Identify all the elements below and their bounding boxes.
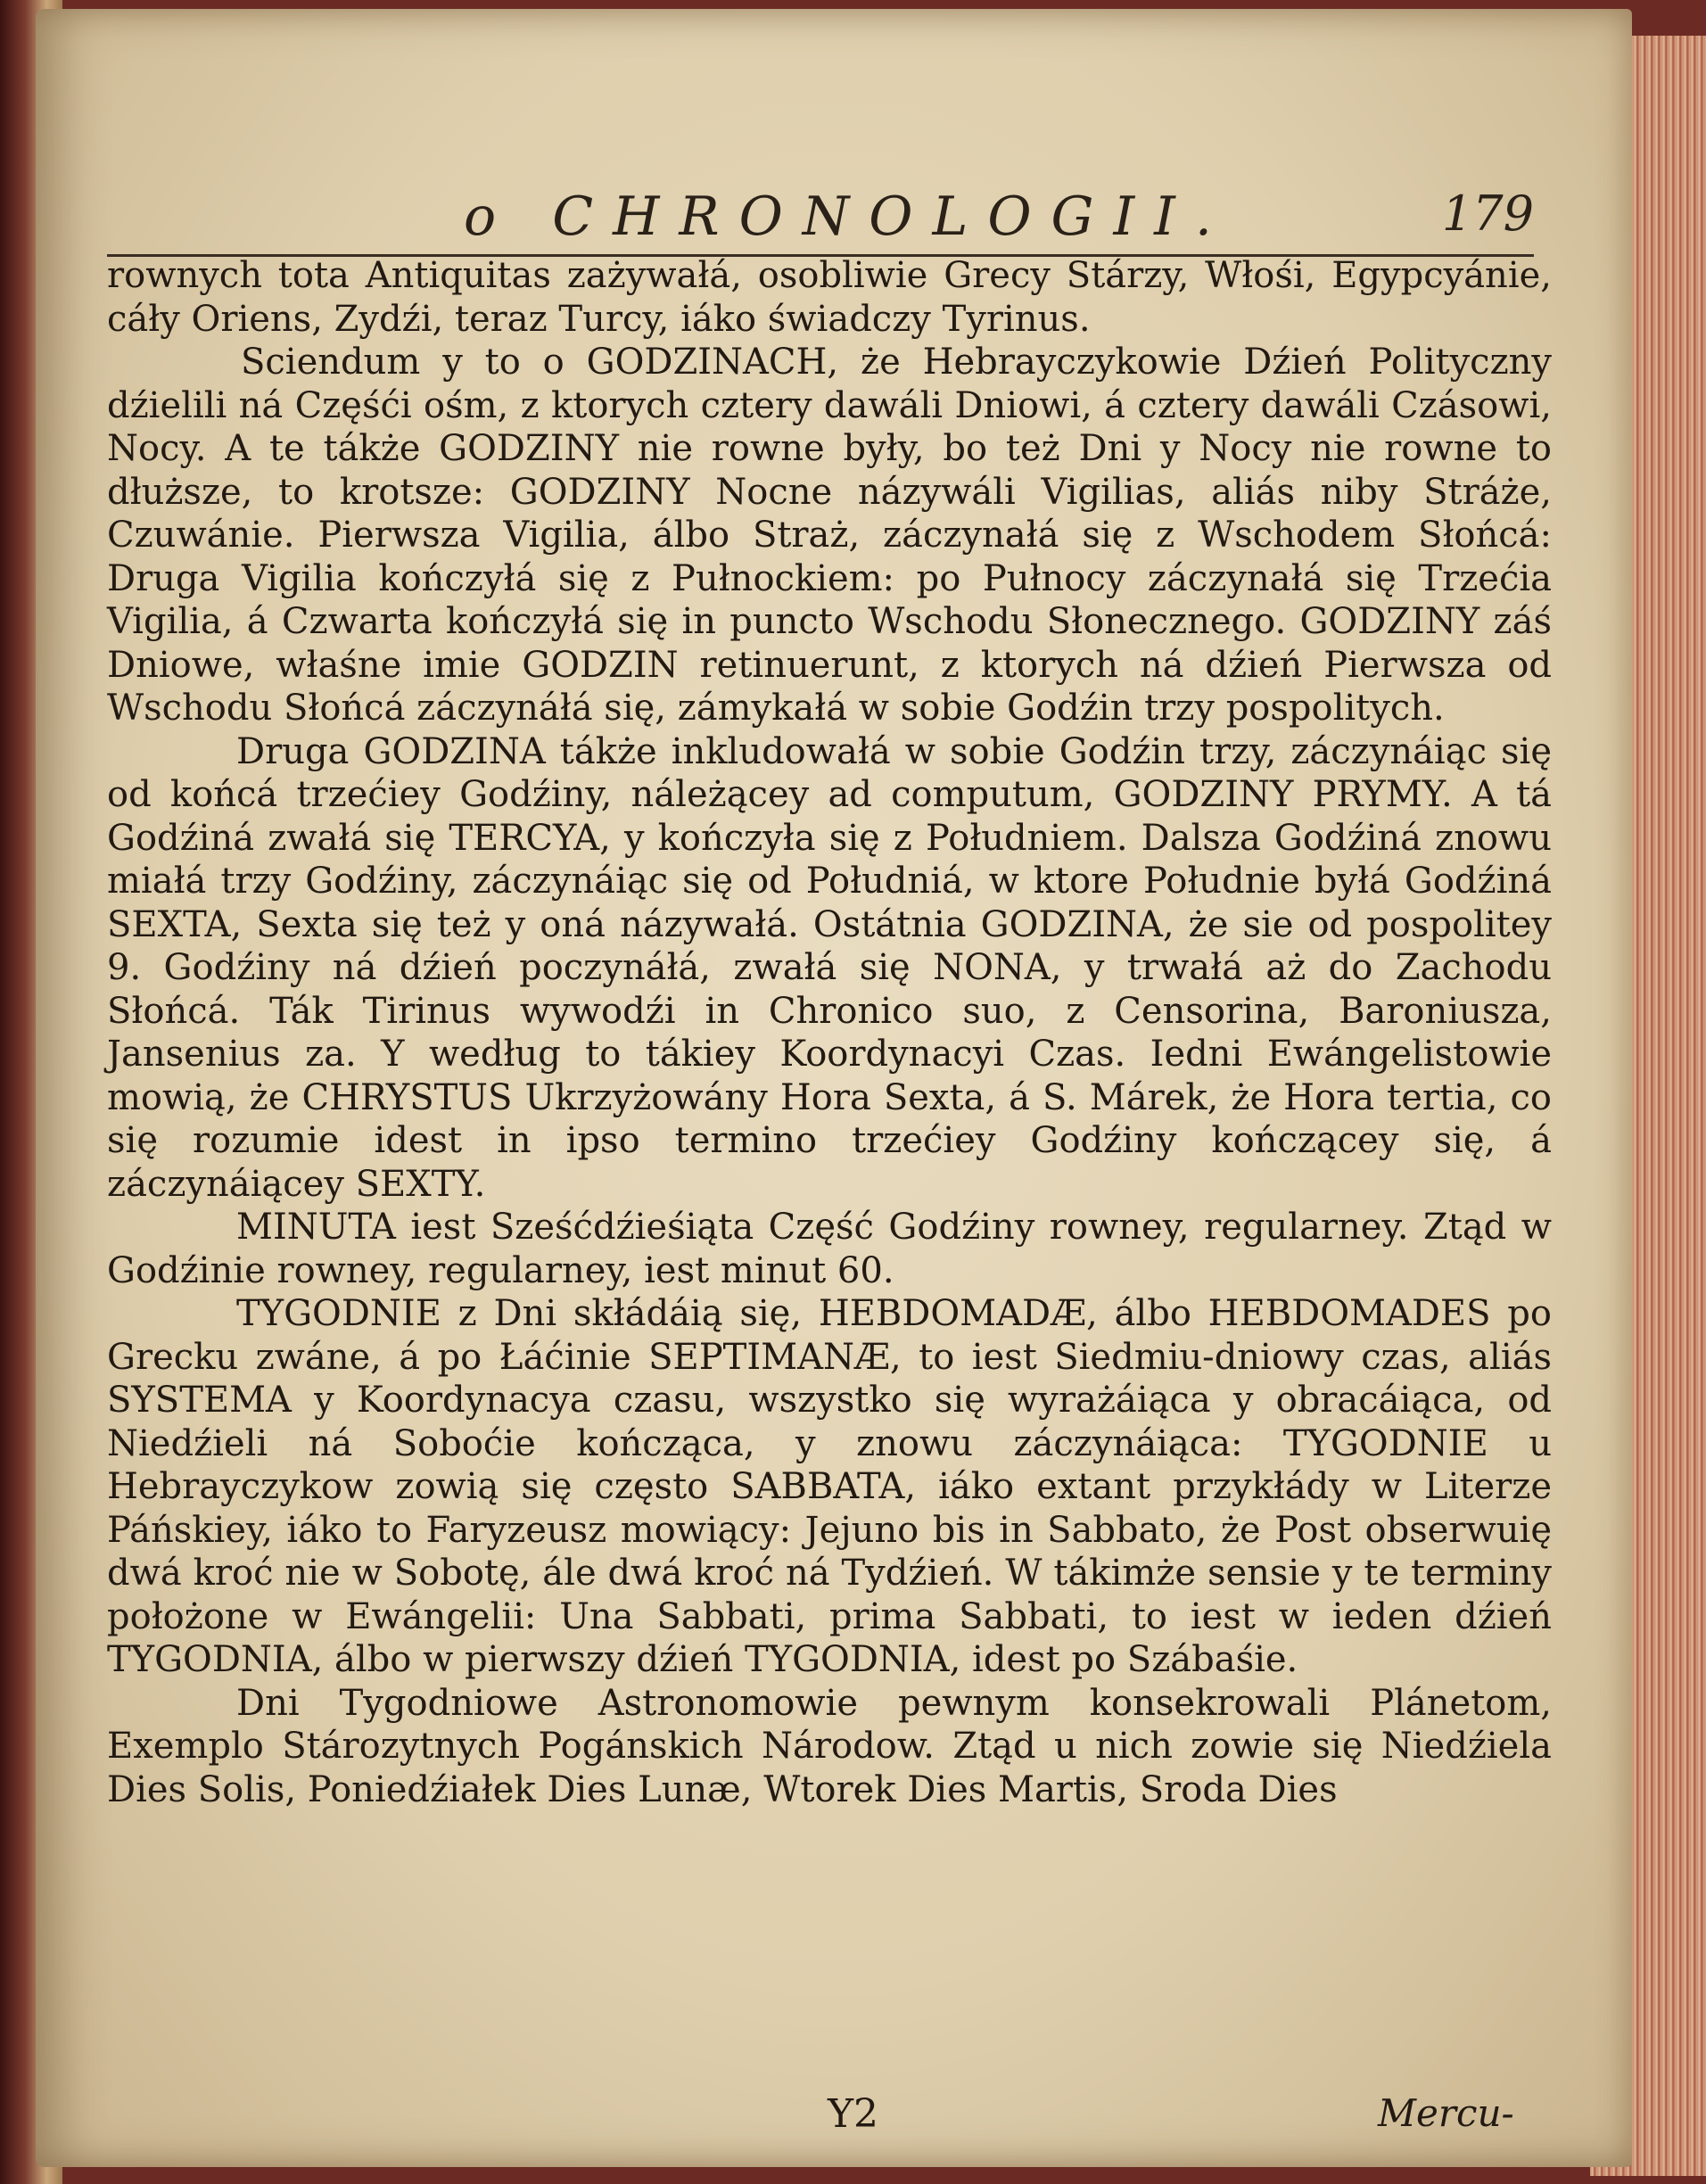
paragraph: Dni Tygodniowe Astronomowie pewnym konsekrowali Plánetom, Exemplo Stározytnych Pogánskich Národow. Ztąd u nich zowie się Niedźiela Dies Solis, Poniedźiałek Dies Lunæ, Wtorek Dies Martis, Sroda Dies — [107, 1682, 1552, 1810]
paragraph: MINUTA iest Sześćdźieśiąta Część Godźiny rowney, regularney. Ztąd w Godźinie rowney, regularney, iest minut 60. — [107, 1207, 1552, 1291]
paragraph: Druga GODZINA tákże inkludowałá w sobie Godźin trzy, záczynáiąc się od końcá trzećiey Godźiny, náleżącey ad computum, GODZINY PRYMY. A tá Godźiná zwałá się TERCYA, y kończyła się z Południem. Dalsza Godźiná znowu miałá trzy Godźiny, záczynáiąc się od Południá, w ktore Południe byłá Godźiná SEXTA, Sexta się też y oná názywałá. Ostátnia GODZINA, że sie od pospolitey 9. Godźiny ná dźień poczynáłá, zwałá się NONA, y trwałá aż do Zachodu Słońcá. Ták Tirinus wywodźi in Chronico suo, z Censorina, Baroniusza, Jansenius za. Y według to tákiey Koordynacyi Czas. Iedni Ewángelistowie mowią, że CHRYSTUS Ukrzyżowány Hora Sexta, á S. Márek, że Hora tertia, co się rozumie idest in ipso termino trzećiey Godźiny kończącey się, á záczynáiącey SEXTY. — [107, 730, 1552, 1205]
paragraph: Sciendum y to o GODZINACH, że Hebrayczykowie Dźień Polityczny dźielili ná Częśći ośm, z ktorych cztery dawáli Dniowi, á cztery dawáli Czásowi, Nocy. A te tákże GODZINY nie rowne były, bo też Dni y Nocy nie rowne to dłuższe, to krotsze: GODZINY Nocne názywáli Vigilias, aliás niby Stráże, Czuwánie. Pierwsza Vigilia, álbo Straż, záczynałá się z Wschodem Słońcá: Druga Vigilia kończyłá się z Pułnockiem: po Pułnocy záczynałá się Trzećia Vigilia, á Czwarta kończyłá się in puncto Wschodu Słonecznego. GODZINY záś Dniowe, właśne imie GODZIN retinuerunt, z ktorych ná dźień Pierwsza od Wschodu Słońcá záczynáłá się, zámykałá w sobie Godźin trzy pospolitych. — [107, 342, 1552, 729]
page-number: 179 — [1441, 185, 1534, 242]
paragraph: TYGODNIE z Dni skłádáią się, HEBDOMADÆ, álbo HEBDOMADES po Grecku zwáne, á po Łáćinie SEPTIMANÆ, to iest Siedmiu-dniowy czas, aliás SYSTEMA y Koordynacya czasu, wszystko się wyrażáiąca y obracáiąca, od Niedźieli ná Soboćie kończąca, y znowu záczynáiąca: TYGODNIE u Hebrayczykow zowią się często SABBATA, iáko extant przykłády w Literze Páńskiey, iáko to Faryzeusz mowiący: Jejuno bis in Sabbato, że Post obserwuię dwá kroć nie w Sobotę, ále dwá kroć ná Tydźień. W tákimże sensie y te terminy położone w Ewángelii: Una Sabbati, prima Sabbati, to iest w ieden dźień TYGODNIA, álbo w pierwszy dźień TYGODNIA, idest po Szábaśie. — [107, 1293, 1552, 1680]
running-header — [464, 185, 1534, 248]
running-title: o CHRONOLOGII. — [464, 185, 1232, 248]
signature-mark: Y2 — [828, 2091, 879, 2137]
catchword: Mercu- — [1378, 2091, 1514, 2135]
body-text — [107, 254, 1552, 1811]
paragraph: rownych tota Antiquitas zażywałá, osobliwie Grecy Stárzy, Włośi, Egypcyánie, cáły Oriens, Zydźi, teraz Turcy, iáko świadczy Tyrinus. — [107, 255, 1552, 340]
